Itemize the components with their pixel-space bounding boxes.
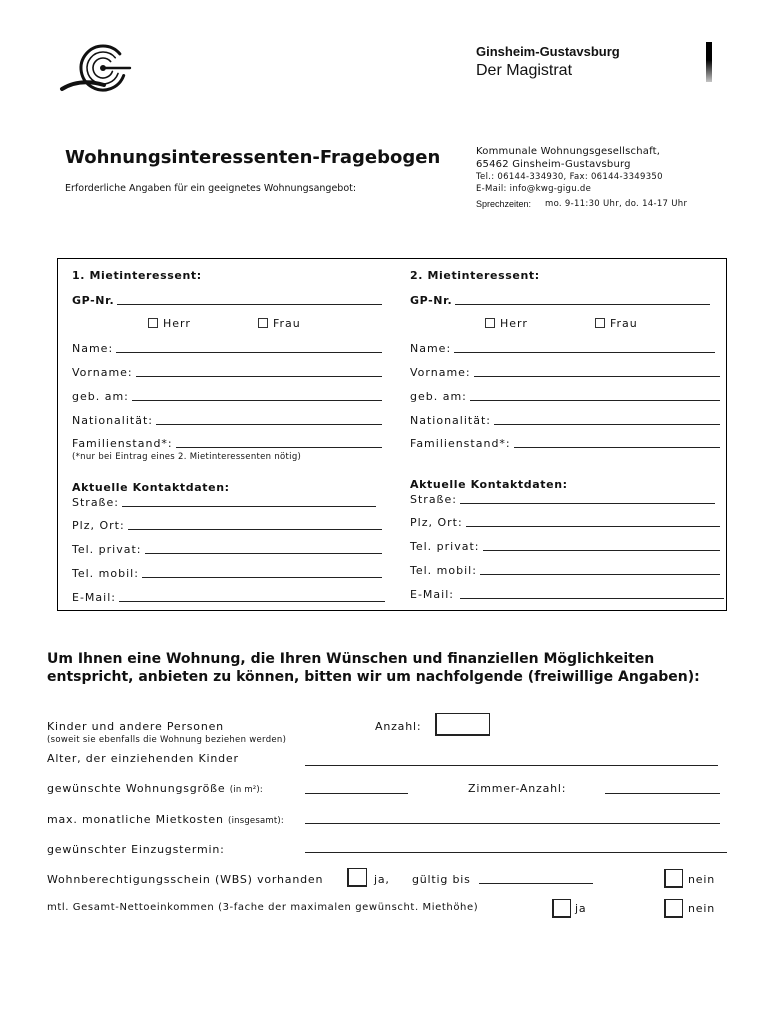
applicant-2-nationality-label: Nationalität:: [410, 414, 491, 427]
applicant-1-name-field[interactable]: [116, 352, 382, 353]
applicant-2-vorname-label: Vorname:: [410, 366, 471, 379]
applicant-2-nationality-row: [410, 414, 720, 427]
applicant-2-zip-city-row: [410, 516, 720, 529]
applicant-1-gp-row: [72, 294, 382, 307]
applicant-1-frau-checkbox[interactable]: [258, 318, 268, 328]
count-label: Anzahl:: [375, 720, 422, 733]
applicant-1-nationality-label: Nationalität:: [72, 414, 153, 427]
applicant-1-marital-status-row: [72, 437, 382, 450]
wbs-yes-checkbox[interactable]: [347, 868, 367, 887]
applicant-2-street-label: Straße:: [410, 493, 457, 506]
applicant-2-mobile-row: [410, 564, 720, 577]
applicant-2-marital-status-field[interactable]: [514, 447, 720, 448]
applicant-2-birthdate-row: [410, 390, 720, 403]
applicant-1-street-label: Straße:: [72, 496, 119, 509]
applicant-2-phone-label: Tel. privat:: [410, 540, 480, 553]
applicant-2-contact-heading: Aktuelle Kontaktdaten:: [410, 478, 568, 491]
applicant-2-gp-label: GP-Nr.: [410, 294, 453, 307]
authority-name: Der Magistrat: [476, 62, 573, 79]
applicant-1-email-label: E-Mail:: [72, 591, 116, 604]
rooms-field[interactable]: [605, 793, 720, 794]
applicant-1-phone-field[interactable]: [145, 553, 383, 554]
marital-status-footnote: (*nur bei Eintrag eines 2. Mietinteressenten nötig): [72, 452, 302, 462]
applicant-1-phone-label: Tel. privat:: [72, 543, 142, 556]
applicant-2-zip-city-field[interactable]: [466, 526, 720, 527]
contact-address: 65462 Ginsheim-Gustavsburg: [476, 159, 631, 170]
children-count-input[interactable]: [435, 713, 490, 736]
applicant-1-heading: 1. Mietinteressent:: [72, 269, 202, 282]
applicant-1-gp-label: GP-Nr.: [72, 294, 115, 307]
contact-organization: Kommunale Wohnungsgesellschaft,: [476, 146, 661, 157]
applicant-1-zip-city-label: Plz, Ort:: [72, 519, 125, 532]
rooms-label: Zimmer-Anzahl:: [468, 782, 567, 795]
city-emblem-icon: [58, 40, 138, 96]
applicant-1-zip-city-row: [72, 519, 382, 532]
applicant-1-nationality-row: [72, 414, 382, 427]
office-hours-label: Sprechzeiten:: [476, 199, 532, 209]
applicant-1-mobile-label: Tel. mobil:: [72, 567, 139, 580]
contact-email: E-Mail: info@kwg-gigu.de: [476, 184, 592, 194]
applicant-1-contact-heading: Aktuelle Kontaktdaten:: [72, 481, 230, 494]
income-yes-label: ja: [575, 902, 587, 915]
applicant-1-zip-city-field[interactable]: [128, 529, 382, 530]
income-label: mtl. Gesamt-Nettoeinkommen (3-fache der maximalen gewünscht. Miethöhe): [47, 902, 479, 913]
size-field[interactable]: [305, 793, 408, 794]
applicant-1-street-field[interactable]: [122, 506, 376, 507]
income-no-checkbox[interactable]: [664, 899, 683, 918]
applicant-1-herr-checkbox[interactable]: [148, 318, 158, 328]
contact-phone-fax: Tel.: 06144-334930, Fax: 06144-3349350: [476, 172, 663, 182]
applicant-2-phone-field[interactable]: [483, 550, 721, 551]
applicant-2-frau-checkbox[interactable]: [595, 318, 605, 328]
intro-line-1: Um Ihnen eine Wohnung, die Ihren Wünschen und finanziellen Möglichkeiten: [47, 651, 655, 667]
children-label: Kinder und andere Personen: [47, 720, 224, 733]
applicant-1-vorname-field[interactable]: [136, 376, 382, 377]
applicant-2-frau-label: Frau: [610, 317, 638, 330]
applicant-2-name-field[interactable]: [454, 352, 715, 353]
applicant-2-email-field[interactable]: [460, 598, 724, 599]
applicant-1-gp-field[interactable]: [117, 304, 382, 305]
applicant-1-phone-row: [72, 543, 382, 556]
applicant-2-gp-row: [410, 294, 710, 307]
applicant-1-mobile-field[interactable]: [142, 577, 382, 578]
wbs-valid-until-label: gültig bis: [412, 873, 471, 886]
children-ages-field[interactable]: [305, 765, 718, 766]
applicant-1-birthdate-field[interactable]: [132, 400, 382, 401]
applicant-1-email-row: [72, 591, 385, 604]
size-label-text: gewünschte Wohnungsgröße: [47, 782, 226, 795]
rent-note: (insgesamt):: [228, 816, 284, 826]
wbs-valid-until-field[interactable]: [479, 883, 593, 884]
applicant-2-street-row: [410, 493, 715, 506]
applicant-1-vorname-label: Vorname:: [72, 366, 133, 379]
rent-field[interactable]: [305, 823, 720, 824]
applicant-1-name-label: Name:: [72, 342, 114, 355]
applicant-2-name-row: [410, 342, 715, 355]
applicant-1-marital-status-field[interactable]: [176, 447, 382, 448]
header-accent-bar: [706, 42, 712, 82]
wbs-yes-label: ja,: [374, 873, 390, 886]
rent-label: [47, 813, 284, 828]
applicant-1-frau-label: Frau: [273, 317, 301, 330]
applicant-2-mobile-field[interactable]: [480, 574, 720, 575]
applicant-2-heading: 2. Mietinteressent:: [410, 269, 540, 282]
income-yes-checkbox[interactable]: [552, 899, 571, 918]
applicant-2-zip-city-label: Plz, Ort:: [410, 516, 463, 529]
applicant-1-birthdate-row: [72, 390, 382, 403]
applicant-1-name-row: [72, 342, 382, 355]
wbs-label: Wohnberechtigungsschein (WBS) vorhanden: [47, 873, 324, 886]
applicants-frame: [57, 258, 727, 611]
applicant-1-marital-status-label: Familienstand*:: [72, 437, 173, 450]
applicant-2-nationality-field[interactable]: [494, 424, 720, 425]
wbs-no-checkbox[interactable]: [664, 869, 683, 888]
applicant-2-gp-field[interactable]: [455, 304, 710, 305]
page-subtitle: Erforderliche Angaben für ein geeignetes Wohnungsangebot:: [65, 183, 357, 194]
applicant-2-street-field[interactable]: [460, 503, 715, 504]
income-no-label: nein: [688, 902, 715, 915]
wbs-no-label: nein: [688, 873, 715, 886]
applicant-1-birthdate-label: geb. am:: [72, 390, 129, 403]
applicant-2-name-label: Name:: [410, 342, 452, 355]
applicant-1-street-row: [72, 496, 376, 509]
applicant-1-email-field[interactable]: [119, 601, 385, 602]
applicant-2-vorname-row: [410, 366, 720, 379]
applicant-2-mobile-label: Tel. mobil:: [410, 564, 477, 577]
applicant-2-email-label: E-Mail:: [410, 588, 454, 601]
applicant-1-mobile-row: [72, 567, 382, 580]
children-note: (soweit sie ebenfalls die Wohnung beziehen werden): [47, 735, 287, 745]
page-title: Wohnungsinteressenten-Fragebogen: [65, 147, 441, 168]
applicant-2-email-row: [410, 588, 724, 601]
municipality-name: Ginsheim-Gustavsburg: [476, 44, 620, 59]
applicant-2-vorname-field[interactable]: [474, 376, 720, 377]
applicant-2-marital-status-label: Familienstand*:: [410, 437, 511, 450]
size-label: [47, 782, 263, 797]
office-hours: mo. 9-11:30 Uhr, do. 14-17 Uhr: [545, 199, 688, 209]
applicant-2-birthdate-label: geb. am:: [410, 390, 467, 403]
move-in-label: gewünschter Einzugstermin:: [47, 843, 225, 856]
rent-label-text: max. monatliche Mietkosten: [47, 813, 224, 826]
applicant-2-birthdate-field[interactable]: [470, 400, 720, 401]
move-in-field[interactable]: [305, 852, 727, 853]
applicant-2-marital-status-row: [410, 437, 720, 450]
size-unit: (in m²):: [229, 785, 263, 795]
applicant-2-phone-row: [410, 540, 720, 553]
applicant-2-herr-checkbox[interactable]: [485, 318, 495, 328]
applicant-1-vorname-row: [72, 366, 382, 379]
intro-line-2: entspricht, anbieten zu können, bitten wir um nachfolgende (freiwillige Angaben):: [47, 669, 700, 685]
applicant-1-herr-label: Herr: [163, 317, 191, 330]
children-ages-label: Alter, der einziehenden Kinder: [47, 752, 239, 765]
applicant-2-herr-label: Herr: [500, 317, 528, 330]
applicant-1-nationality-field[interactable]: [156, 424, 382, 425]
